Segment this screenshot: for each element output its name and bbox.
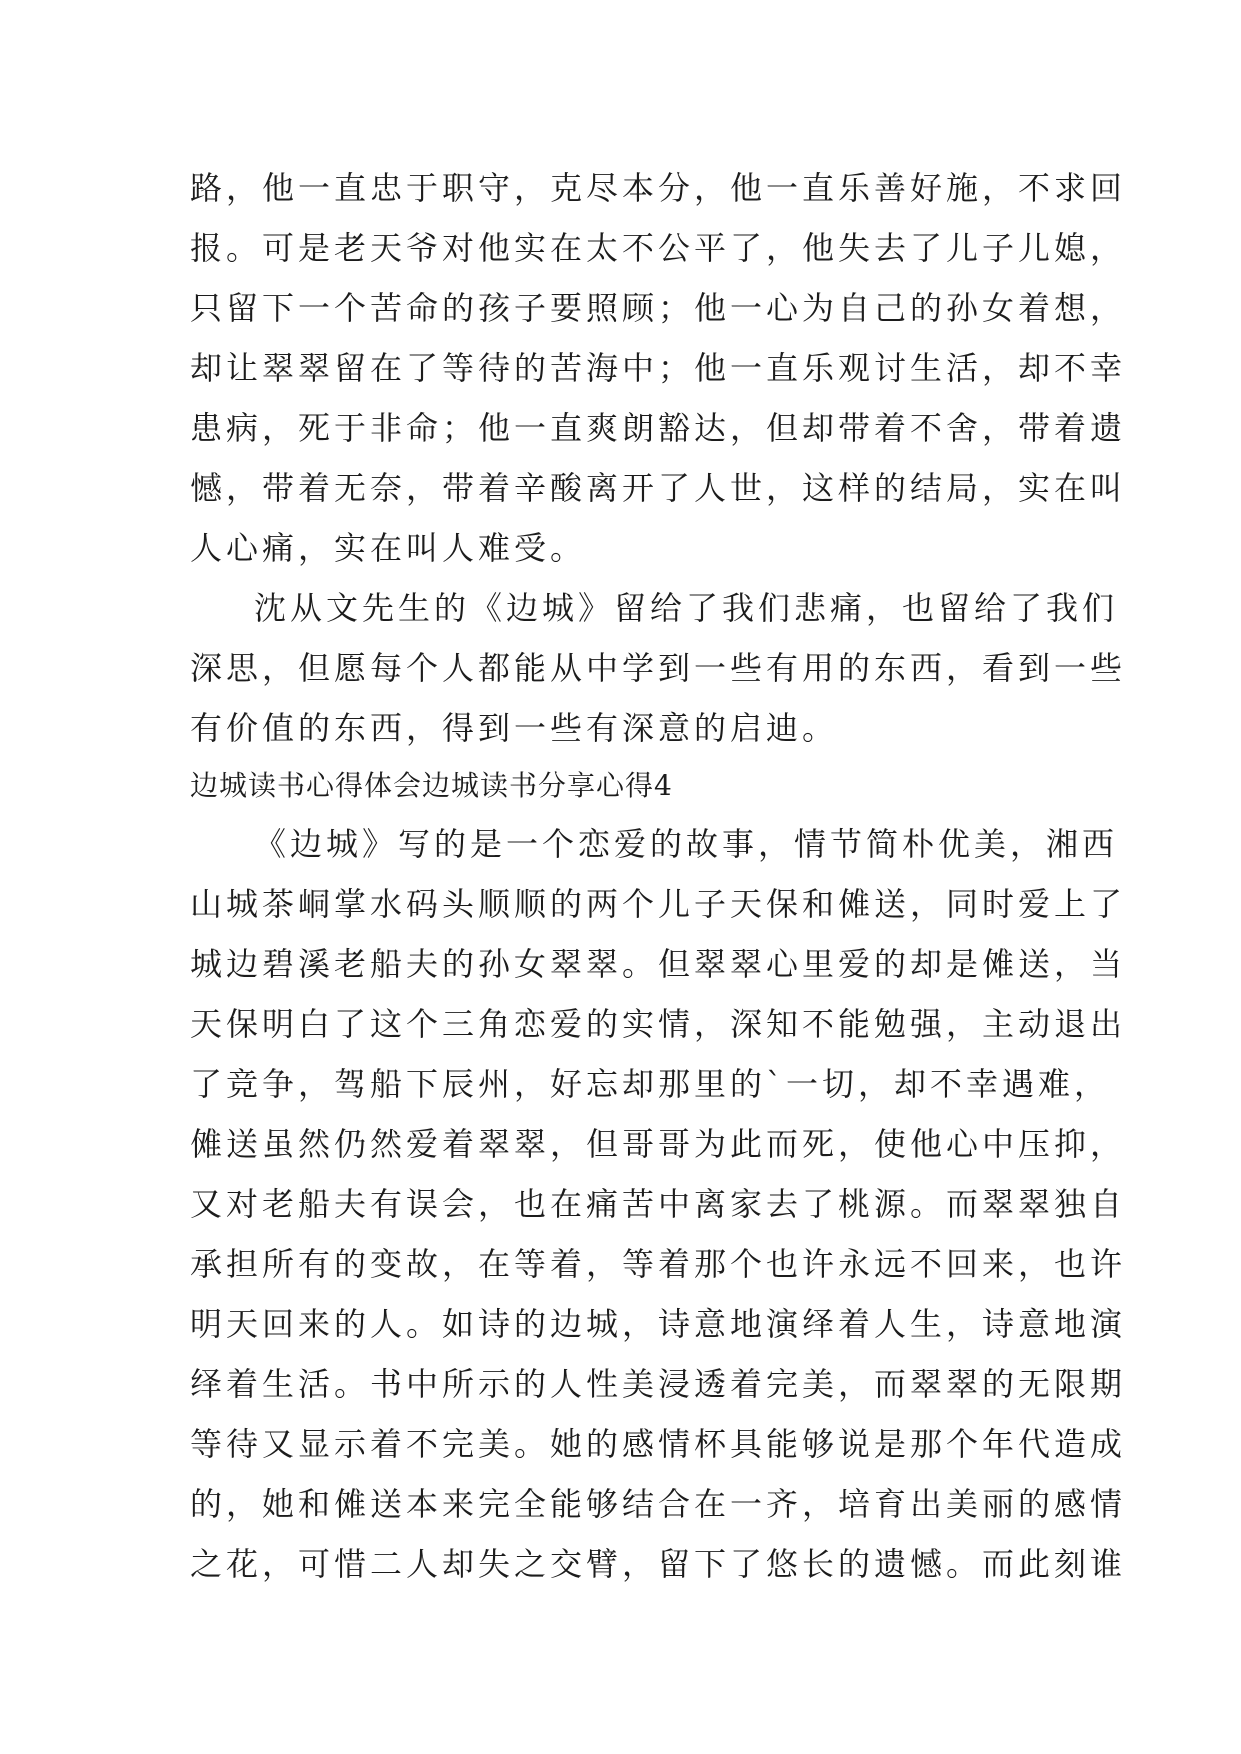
text-line: 人心痛，实在叫人难受。 bbox=[190, 529, 587, 567]
text-line: 天保明白了这个三角恋爱的实情，深知不能勉强，主动退出 bbox=[190, 1005, 1127, 1043]
text-line: 沈从文先生的《边城》留给了我们悲痛，也留给了我们 bbox=[254, 589, 1119, 627]
text-line: 路，他一直忠于职守，克尽本分，他一直乐善好施，不求回 bbox=[190, 169, 1127, 207]
document-body bbox=[190, 158, 1127, 1594]
text-line: 《边城》写的是一个恋爱的故事，情节简朴优美，湘西 bbox=[254, 825, 1119, 863]
text-line: 明天回来的人。如诗的边城，诗意地演绎着人生，诗意地演 bbox=[190, 1305, 1127, 1343]
text-line: 之花，可惜二人却失之交臂，留下了悠长的遗憾。而此刻谁 bbox=[190, 1545, 1127, 1583]
text-line: 又对老船夫有误会，也在痛苦中离家去了桃源。而翠翠独自 bbox=[190, 1185, 1127, 1223]
paragraph-1 bbox=[190, 158, 1127, 578]
text-line: 山城茶峒掌水码头顺顺的两个儿子天保和傩送，同时爱上了 bbox=[190, 885, 1127, 923]
text-line: 的，她和傩送本来完全能够结合在一齐，培育出美丽的感情 bbox=[190, 1485, 1127, 1523]
text-line: 绎着生活。书中所示的人性美浸透着完美，而翠翠的无限期 bbox=[190, 1365, 1127, 1403]
text-line: 城边碧溪老船夫的孙女翠翠。但翠翠心里爱的却是傩送，当 bbox=[190, 945, 1127, 983]
text-line: 却让翠翠留在了等待的苦海中；他一直乐观讨生活，却不幸 bbox=[190, 349, 1127, 387]
text-line: 等待又显示着不完美。她的感情杯具能够说是那个年代造成 bbox=[190, 1425, 1127, 1463]
text-line: 患病，死于非命；他一直爽朗豁达，但却带着不舍，带着遗 bbox=[190, 409, 1127, 447]
text-line: 报。可是老天爷对他实在太不公平了，他失去了儿子儿媳， bbox=[190, 229, 1127, 267]
text-line: 憾，带着无奈，带着辛酸离开了人世，这样的结局，实在叫 bbox=[190, 469, 1127, 507]
paragraph-2 bbox=[190, 578, 1127, 758]
text-line: 傩送虽然仍然爱着翠翠，但哥哥为此而死，使他心中压抑， bbox=[190, 1125, 1127, 1163]
section-heading: 边城读书心得体会边城读书分享心得4 bbox=[190, 769, 673, 802]
text-line: 只留下一个苦命的孩子要照顾；他一心为自己的孙女着想， bbox=[190, 289, 1127, 327]
text-line: 深思，但愿每个人都能从中学到一些有用的东西，看到一些 bbox=[190, 649, 1127, 687]
text-line: 了竞争，驾船下辰州，好忘却那里的`一切，却不幸遇难， bbox=[190, 1065, 1111, 1103]
paragraph-3 bbox=[190, 814, 1127, 1594]
text-line: 有价值的东西，得到一些有深意的启迪。 bbox=[190, 709, 839, 747]
text-line: 承担所有的变故，在等着，等着那个也许永远不回来，也许 bbox=[190, 1245, 1127, 1283]
